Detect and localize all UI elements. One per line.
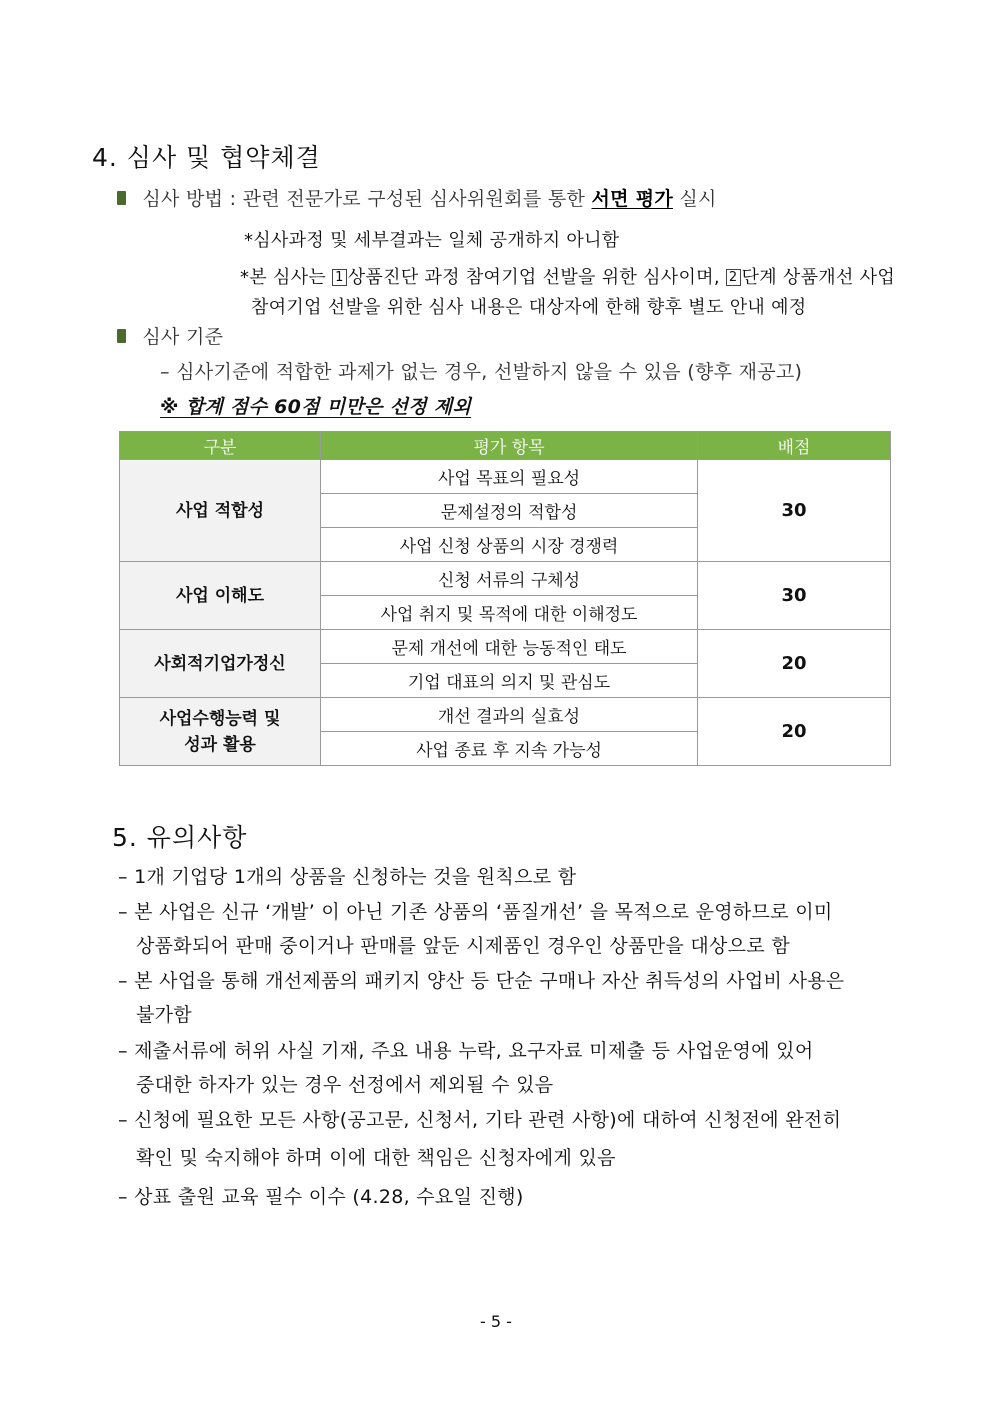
item-cell: 사업 취지 및 목적에 대한 이해정도 xyxy=(321,596,698,630)
item-cell: 사업 신청 상품의 시장 경쟁력 xyxy=(321,528,698,562)
category-cell: 사업 이해도 xyxy=(120,562,321,630)
category-cell: 사회적기업가정신 xyxy=(120,630,321,698)
list-item: – 1개 기업당 1개의 상품을 신청하는 것을 원칙으로 함 xyxy=(118,866,577,888)
table-header-row xyxy=(120,432,891,460)
page-number: - 5 - xyxy=(480,1312,512,1331)
boxed-number-2: 2 xyxy=(726,269,741,286)
header-score: 배점 xyxy=(698,432,891,460)
item-cell: 기업 대표의 의지 및 관심도 xyxy=(321,664,698,698)
score-cell: 30 xyxy=(698,460,891,562)
method-line xyxy=(117,184,717,211)
criteria-note: – 심사기준에 적합한 과제가 없는 경우, 선발하지 않을 수 있음 (향후 재공고) xyxy=(160,361,803,383)
list-item-continuation: 상품화되어 판매 중이거나 판매를 앞둔 시제품인 경우인 상품만을 대상으로 함 xyxy=(136,935,790,957)
item-cell: 개선 결과의 실효성 xyxy=(321,698,698,732)
section-4-title: 4. 심사 및 협약체결 xyxy=(92,143,321,172)
item-cell: 문제설정의 적합성 xyxy=(321,494,698,528)
table-row xyxy=(120,630,891,664)
note-1: *심사과정 및 세부결과는 일체 공개하지 아니함 xyxy=(244,230,620,251)
criteria-line xyxy=(117,322,223,349)
header-category: 구분 xyxy=(120,432,321,460)
list-item: – 본 사업을 통해 개선제품의 패키지 양산 등 단순 구매나 자산 취득성의 사업비 사용은 xyxy=(118,970,845,992)
note-2-line-1 xyxy=(240,263,895,289)
list-item-continuation: 중대한 하자가 있는 경우 선정에서 제외될 수 있음 xyxy=(136,1074,554,1096)
list-item: – 상표 출원 교육 필수 이수 (4.28, 수요일 진행) xyxy=(118,1186,524,1208)
score-cell: 20 xyxy=(698,630,891,698)
evaluation-table xyxy=(119,431,891,766)
boxed-number-1: 1 xyxy=(332,269,347,286)
note-2-mid: 상품진단 과정 참여기업 선발을 위한 심사이며, xyxy=(347,267,726,288)
note-2-end: 단계 상품개선 사업 xyxy=(741,267,896,288)
list-item-continuation: 확인 및 숙지해야 하며 이에 대한 책임은 신청자에게 있음 xyxy=(136,1147,616,1169)
list-item-continuation: 불가함 xyxy=(136,1004,192,1026)
category-cell: 사업 적합성 xyxy=(120,460,321,562)
score-cell: 20 xyxy=(698,698,891,766)
table-row xyxy=(120,562,891,596)
item-cell: 사업 목표의 필요성 xyxy=(321,460,698,494)
method-label: 심사 방법 : 관련 전문가로 구성된 심사위원회를 통한 xyxy=(142,188,592,210)
category-cell: 사업수행능력 및 성과 활용 xyxy=(120,698,321,766)
item-cell: 문제 개선에 대한 능동적인 태도 xyxy=(321,630,698,664)
item-cell: 신청 서류의 구체성 xyxy=(321,562,698,596)
list-item: – 본 사업은 신규 ‘개발’ 이 아닌 기존 상품의 ‘품질개선’ 을 목적으로 운영하므로 이미 xyxy=(118,901,833,923)
square-bullet-icon xyxy=(117,329,126,343)
list-item: – 제출서류에 허위 사실 기재, 주요 내용 누락, 요구자료 미제출 등 사업운영에 있어 xyxy=(118,1040,814,1062)
method-emphasis: 서면 평가 xyxy=(591,188,674,210)
score-cell: 30 xyxy=(698,562,891,630)
list-item: – 신청에 필요한 모든 사항(공고문, 신청서, 기타 관련 사항)에 대하여 신청전에 완전히 xyxy=(118,1109,842,1131)
item-cell: 사업 종료 후 지속 가능성 xyxy=(321,732,698,766)
exclusion-note xyxy=(160,392,471,419)
header-items: 평가 항목 xyxy=(321,432,698,460)
table-row xyxy=(120,698,891,732)
note-2-prefix: *본 심사는 xyxy=(240,267,333,288)
section-5-title: 5. 유의사항 xyxy=(112,823,248,852)
method-suffix: 실시 xyxy=(673,188,717,210)
exclusion-text: ※ 합계 점수 60점 미만은 선정 제외 xyxy=(160,396,472,418)
criteria-label: 심사 기준 xyxy=(142,326,224,348)
note-2-line-2: 참여기업 선발을 위한 심사 내용은 대상자에 한해 향후 별도 안내 예정 xyxy=(251,297,807,318)
table-row xyxy=(120,460,891,494)
square-bullet-icon xyxy=(117,191,126,205)
